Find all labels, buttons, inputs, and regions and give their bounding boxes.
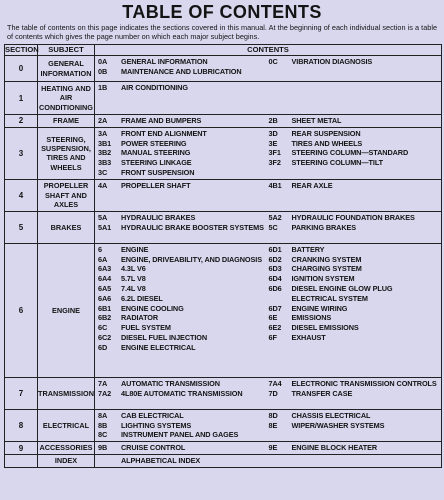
entry-code: 7A4 xyxy=(268,378,282,388)
list-item[interactable] xyxy=(269,255,440,265)
entry-label: FUEL SYSTEM xyxy=(121,323,171,333)
entry-label: REAR SUSPENSION xyxy=(291,128,361,138)
list-item[interactable] xyxy=(98,389,269,399)
intro-text: The table of contents on this page indicates the sections covered in this manual. At the beginning of each individual section is a table of contents which gives the page number on which each major subject begins. xyxy=(7,23,437,41)
list-item[interactable] xyxy=(98,333,269,343)
entry-code: 6B1 xyxy=(98,303,112,313)
list-item[interactable] xyxy=(98,245,269,255)
entry-label: CRUISE CONTROL xyxy=(121,443,186,453)
list-item[interactable] xyxy=(98,83,269,93)
entry-code: 6A5 xyxy=(98,283,112,293)
entry-label: HYDRAULIC BRAKES xyxy=(121,212,196,222)
contents-column-left xyxy=(98,245,269,353)
section-subject: PROPELLER SHAFT AND AXLES xyxy=(38,179,95,211)
entry-code: 8D xyxy=(268,410,278,420)
header-row xyxy=(5,45,442,56)
entry-label: ENGINE WIRING xyxy=(291,303,348,313)
entry-label: 4L80E AUTOMATIC TRANSMISSION xyxy=(121,388,243,398)
entry-label: PROPELLER SHAFT xyxy=(121,180,191,190)
entry-code: 6A6 xyxy=(98,293,112,303)
contents-column-left xyxy=(98,411,269,440)
entry-code: 3E xyxy=(268,138,278,148)
list-item[interactable] xyxy=(98,313,269,323)
entry-label: ELECTRONIC TRANSMISSION CONTROLS xyxy=(291,378,437,388)
entry-code: 0C xyxy=(268,57,278,66)
entry-code: 3F1 xyxy=(268,148,281,158)
section-subject: ELECTRICAL xyxy=(38,409,95,441)
list-item[interactable] xyxy=(269,389,440,399)
section-subject: BRAKES xyxy=(38,211,95,243)
entry-label: ENGINE xyxy=(121,244,149,254)
entry-code: 8C xyxy=(98,430,108,440)
contents-column-right xyxy=(269,411,440,440)
contents-column-left xyxy=(98,129,269,178)
entry-label: EMISSIONS xyxy=(291,313,332,323)
entry-label: CHARGING SYSTEM xyxy=(291,264,362,274)
list-item[interactable] xyxy=(98,139,269,149)
entry-label: EXHAUST xyxy=(291,332,326,342)
list-item[interactable] xyxy=(98,158,269,168)
table-row xyxy=(5,243,442,377)
list-item[interactable] xyxy=(98,213,269,223)
section-contents xyxy=(95,377,442,409)
contents-column-left xyxy=(98,379,269,399)
entry-label: CRANKING SYSTEM xyxy=(291,254,362,264)
table-row xyxy=(5,409,442,441)
entry-label: INSTRUMENT PANEL AND GAGES xyxy=(121,430,239,440)
list-item[interactable] xyxy=(269,421,440,431)
index-contents[interactable] xyxy=(95,454,442,467)
entry-label: STEERING COLUMN—STANDARD xyxy=(291,148,409,158)
entry-code: 9B xyxy=(98,443,108,453)
entry-code: 4B1 xyxy=(268,180,282,190)
entry-label: GENERAL INFORMATION xyxy=(121,57,208,66)
entry-label: LIGHTING SYSTEMS xyxy=(121,420,192,430)
alphabetical-index-link[interactable]: ALPHABETICAL INDEX xyxy=(121,455,201,465)
contents-column-right xyxy=(269,129,440,178)
entry-code: 6A xyxy=(98,254,108,264)
list-item[interactable] xyxy=(269,223,440,233)
table-row xyxy=(5,442,442,455)
section-contents xyxy=(95,442,442,455)
entry-label: DIESEL ENGINE GLOW PLUG ELECTRICAL SYSTEM xyxy=(291,283,393,303)
contents-column-right xyxy=(269,213,440,233)
index-subject: INDEX xyxy=(38,454,95,467)
list-item[interactable] xyxy=(269,284,440,304)
entry-code: 6A4 xyxy=(98,274,112,284)
entry-code: 6C2 xyxy=(98,332,112,342)
section-contents xyxy=(95,409,442,441)
entry-label: ENGINE COOLING xyxy=(121,303,184,313)
section-contents xyxy=(95,82,442,115)
entry-label: PARKING BRAKES xyxy=(291,222,357,232)
entry-label: ENGINE, DRIVEABILITY, AND DIAGNOSIS xyxy=(121,254,262,264)
list-item[interactable] xyxy=(98,148,269,158)
list-item[interactable] xyxy=(269,313,440,323)
list-item[interactable] xyxy=(269,181,440,191)
entry-code: 7D xyxy=(268,388,278,398)
table-row xyxy=(5,211,442,243)
list-item[interactable] xyxy=(269,379,440,389)
entry-code: 5A xyxy=(98,212,108,222)
list-item[interactable] xyxy=(269,333,440,343)
entry-code: 6E2 xyxy=(268,323,282,333)
table-row xyxy=(5,82,442,115)
list-item[interactable] xyxy=(269,323,440,333)
entry-code: 1B xyxy=(98,83,108,92)
contents-column-left xyxy=(98,83,269,93)
list-item[interactable] xyxy=(98,67,269,77)
section-number: 2 xyxy=(5,115,38,128)
header-subject: SUBJECT xyxy=(38,45,95,56)
list-item[interactable] xyxy=(98,223,269,233)
entry-code: 3C xyxy=(98,167,108,177)
section-contents xyxy=(95,115,442,128)
entry-code: 6D7 xyxy=(268,303,282,313)
list-item[interactable] xyxy=(269,304,440,314)
list-item[interactable] xyxy=(269,213,440,223)
section-number: 9 xyxy=(5,442,38,455)
entry-code: 6D3 xyxy=(268,264,282,274)
entry-label: STEERING LINKAGE xyxy=(121,158,192,168)
list-item[interactable] xyxy=(98,255,269,265)
entry-code: 3B1 xyxy=(98,138,112,148)
index-row xyxy=(5,454,442,467)
section-contents xyxy=(95,56,442,82)
entry-code: 6C xyxy=(98,323,108,333)
entry-code: 8A xyxy=(98,410,108,420)
entry-code: 6A3 xyxy=(98,264,112,274)
list-item[interactable] xyxy=(98,264,269,274)
entry-label: 5.7L V8 xyxy=(121,274,146,284)
list-item[interactable] xyxy=(98,443,269,453)
entry-code: 8E xyxy=(268,420,278,430)
table-row xyxy=(5,115,442,128)
contents-column-left xyxy=(98,116,269,126)
header-section: SECTION xyxy=(5,45,39,54)
list-item[interactable] xyxy=(98,430,269,440)
list-item[interactable] xyxy=(98,181,269,191)
table-row xyxy=(5,179,442,211)
entry-label: STEERING COLUMN—TILT xyxy=(291,158,384,168)
entry-label: CAB ELECTRICAL xyxy=(121,410,184,420)
section-contents xyxy=(95,211,442,243)
entry-label: IGNITION SYSTEM xyxy=(291,274,355,284)
section-contents xyxy=(95,243,442,377)
list-item[interactable] xyxy=(269,129,440,139)
list-item[interactable] xyxy=(269,148,440,158)
entry-code: 3A xyxy=(98,128,108,138)
entry-code: 0B xyxy=(98,66,108,76)
table-row xyxy=(5,377,442,409)
entry-code: 3D xyxy=(268,128,278,138)
table-row xyxy=(5,127,442,179)
entry-code: 6D4 xyxy=(268,274,282,284)
list-item[interactable] xyxy=(98,274,269,284)
entry-code: 5A2 xyxy=(268,212,282,222)
entry-label: POWER STEERING xyxy=(121,138,187,148)
section-subject: ACCESSORIES xyxy=(39,443,93,453)
list-item[interactable] xyxy=(98,57,269,67)
contents-column-right xyxy=(269,379,440,399)
entry-code: 0A xyxy=(98,57,108,66)
section-number: 1 xyxy=(5,82,38,115)
entry-code: 3B2 xyxy=(98,148,112,158)
entry-label: AUTOMATIC TRANSMISSION xyxy=(121,378,220,388)
entry-label: TRANSFER CASE xyxy=(291,388,353,398)
entry-label: 4.3L V6 xyxy=(121,264,146,274)
index-section-empty xyxy=(5,454,38,467)
entry-label: HYDRAULIC BRAKE BOOSTER SYSTEMS xyxy=(121,222,264,232)
table-row xyxy=(5,56,442,82)
list-item[interactable] xyxy=(269,139,440,149)
section-number: 4 xyxy=(5,179,38,211)
entry-label: ENGINE ELECTRICAL xyxy=(121,342,196,352)
contents-column-left xyxy=(98,213,269,233)
contents-column-left xyxy=(98,443,269,453)
entry-code: 8B xyxy=(98,420,108,430)
entry-code: 7A2 xyxy=(98,388,112,398)
section-number: 3 xyxy=(5,127,38,179)
list-item[interactable] xyxy=(98,411,269,421)
entry-label: 6.2L DIESEL xyxy=(121,293,163,303)
section-subject: GENERAL INFORMATION xyxy=(38,56,95,82)
contents-column-right xyxy=(269,181,440,191)
entry-code: 6D1 xyxy=(268,244,282,254)
section-number: 0 xyxy=(5,56,38,82)
list-item[interactable] xyxy=(269,264,440,274)
list-item[interactable] xyxy=(98,421,269,431)
list-item[interactable] xyxy=(98,116,269,126)
entry-label: WIPER/WASHER SYSTEMS xyxy=(291,420,385,430)
entry-code: 2A xyxy=(98,116,108,125)
entry-label: VIBRATION DIAGNOSIS xyxy=(291,57,373,66)
entry-label: MANUAL STEERING xyxy=(121,148,191,158)
entry-code: 6E xyxy=(268,313,278,323)
page-title: TABLE OF CONTENTS xyxy=(122,2,322,22)
contents-column-left xyxy=(98,181,269,191)
header-contents: CONTENTS xyxy=(95,45,442,56)
entry-label: MAINTENANCE AND LUBRICATION xyxy=(121,66,242,76)
list-item[interactable] xyxy=(98,323,269,333)
section-subject: ENGINE xyxy=(38,243,95,377)
section-number: 5 xyxy=(5,211,38,243)
entry-label: HYDRAULIC FOUNDATION BRAKES xyxy=(291,212,415,222)
entry-code: 2B xyxy=(268,116,278,125)
entry-code: 6B2 xyxy=(98,313,112,323)
section-contents xyxy=(95,179,442,211)
contents-column-right xyxy=(269,245,440,353)
entry-label: DIESEL FUEL INJECTION xyxy=(121,332,208,342)
list-item[interactable] xyxy=(98,284,269,294)
section-number: 8 xyxy=(5,409,38,441)
entry-label: REAR AXLE xyxy=(291,180,333,190)
entry-label: ENGINE BLOCK HEATER xyxy=(291,443,378,453)
list-item[interactable] xyxy=(98,168,269,178)
entry-code: 7A xyxy=(98,378,108,388)
section-subject: HEATING AND AIR CONDITIONING xyxy=(38,82,95,115)
entry-label: 7.4L V8 xyxy=(121,283,146,293)
section-contents xyxy=(95,127,442,179)
contents-column-right xyxy=(269,57,440,77)
contents-column-right xyxy=(269,83,440,93)
entry-code: 6 xyxy=(98,244,102,254)
list-item[interactable] xyxy=(269,411,440,421)
entry-label: FRAME AND BUMPERS xyxy=(121,116,202,125)
entry-code: 6D6 xyxy=(268,283,282,293)
entry-code: 6D xyxy=(98,342,108,352)
entry-label: SHEET METAL xyxy=(291,116,342,125)
list-item[interactable] xyxy=(98,343,269,353)
entry-code: 3B3 xyxy=(98,158,112,168)
entry-code: 3F2 xyxy=(268,158,281,168)
list-item[interactable] xyxy=(269,274,440,284)
section-number: 7 xyxy=(5,377,38,409)
contents-column-right xyxy=(269,443,440,453)
list-item[interactable] xyxy=(98,294,269,304)
list-item[interactable] xyxy=(269,158,440,168)
list-item[interactable] xyxy=(269,116,440,126)
entry-code: 6D2 xyxy=(268,254,282,264)
list-item[interactable] xyxy=(98,129,269,139)
section-subject: TRANSMISSION xyxy=(38,377,95,409)
entry-code: 4A xyxy=(98,180,108,190)
entry-label: TIRES AND WHEELS xyxy=(291,138,363,148)
list-item[interactable] xyxy=(98,304,269,314)
entry-label: CHASSIS ELECTRICAL xyxy=(291,410,371,420)
entry-code: 6F xyxy=(268,332,277,342)
section-subject: FRAME xyxy=(38,115,95,128)
entry-label: DIESEL EMISSIONS xyxy=(291,323,359,333)
toc-table xyxy=(4,44,442,468)
section-number: 6 xyxy=(5,243,38,377)
contents-column-left xyxy=(98,57,269,77)
entry-label: FRONT SUSPENSION xyxy=(121,167,195,177)
list-item[interactable] xyxy=(98,379,269,389)
entry-label: RADIATOR xyxy=(121,313,159,323)
section-subject: STEERING, SUSPENSION, TIRES AND WHEELS xyxy=(38,127,95,179)
list-item[interactable] xyxy=(269,57,440,67)
entry-label: FRONT END ALIGNMENT xyxy=(121,128,207,138)
entry-code: 9E xyxy=(268,443,278,453)
entry-label: BATTERY xyxy=(291,244,325,254)
list-item[interactable] xyxy=(269,245,440,255)
contents-column-right xyxy=(269,116,440,126)
list-item[interactable] xyxy=(269,443,440,453)
entry-code: 5A1 xyxy=(98,222,112,232)
entry-label: AIR CONDITIONING xyxy=(121,83,188,92)
entry-code: 5C xyxy=(268,222,278,232)
